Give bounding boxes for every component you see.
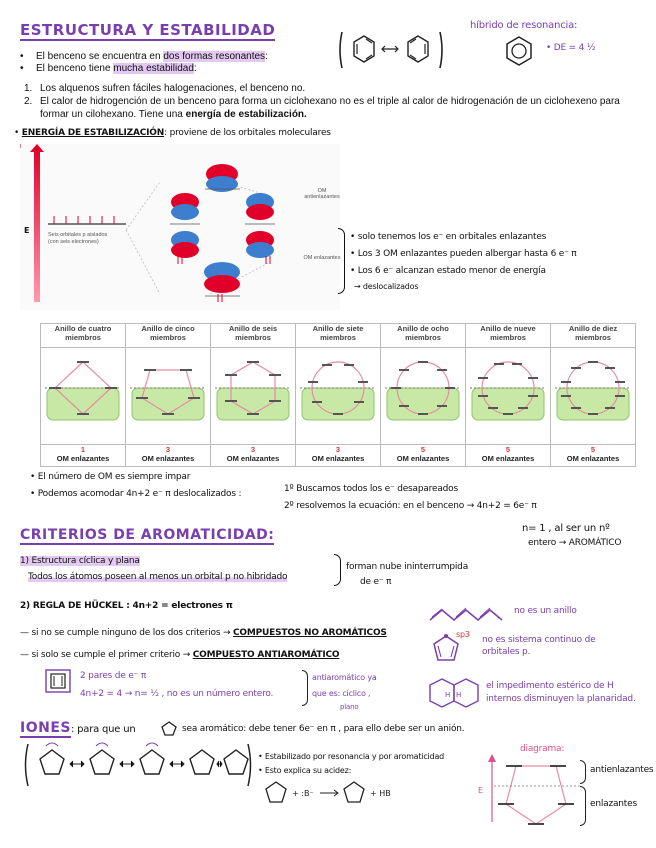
cyclobutadiene-icon	[44, 668, 72, 694]
ring-om-10: 5 OM enlazantes	[551, 445, 636, 467]
resonance-structures	[336, 28, 446, 72]
diagram-label: diagrama:	[520, 744, 565, 754]
om-step-2: 2º resolvemos la ecuación: en el benceno → 4n+2 = 6e⁻ π	[284, 501, 537, 511]
hybrid-benzene-icon	[502, 34, 536, 68]
ions-note-1: • Estabilizado por resonancia y por aromaticidad	[258, 752, 445, 761]
frost-7-icon	[296, 348, 380, 444]
om-note-odd: • El número de OM es siempre impar	[30, 472, 191, 482]
ring-header-7: Anillo de siete miembros	[296, 324, 381, 348]
criteria-1a: 1) Estructura cíclica y plana	[20, 556, 140, 566]
criteria-1-brace	[334, 554, 341, 586]
mo-notes-brace	[338, 228, 345, 294]
criteria-first: — si solo se cumple el primer criterio → COMPUESTO ANTIAROMÁTICO	[20, 650, 340, 660]
ring-header-9: Anillo de nueve miembros	[466, 324, 551, 348]
om-bonding-label: OM enlazantes	[303, 255, 341, 261]
antibonding-label: antienlazantes	[590, 765, 654, 775]
ring-cell-6	[211, 348, 296, 445]
bullet-resonance: • El benceno se encuentra en dos formas resonantes:	[14, 51, 334, 62]
ring-om-8: 5 OM enlazantes	[381, 445, 466, 467]
numbered-item-1: 1. Los alquenos sufren fáciles halogenaciones, el benceno no.	[24, 83, 306, 94]
energy-axis-label: E	[24, 226, 30, 235]
bonding-label: enlazantes	[590, 799, 637, 809]
om-aromatic: entero → AROMÁTICO	[528, 538, 622, 548]
bonding-brace	[580, 786, 586, 826]
numbered-list	[0, 82, 640, 121]
anti-box-brace	[302, 670, 308, 706]
ions-heading: IONES: para que un	[20, 720, 136, 736]
criteria-title: CRITERIOS DE AROMATICIDAD:	[20, 527, 275, 543]
criteria-huckel: 2) REGLA DE HÜCKEL : 4n+2 = electrones π	[20, 601, 233, 611]
bullet-stability: • El benceno tiene mucha estabilidad:	[14, 63, 334, 74]
intro-bullets	[14, 50, 334, 75]
frost-6-icon	[211, 348, 295, 444]
ring-cell-4	[41, 348, 126, 445]
svg-text:H: H	[456, 691, 462, 699]
ions-note-2: • Esto explica su acidez:	[258, 766, 352, 775]
ring-table	[40, 323, 636, 467]
ring-om-6: 3 OM enlazantes	[211, 445, 296, 467]
ring-om-4: 1 OM enlazantes	[41, 445, 126, 467]
anion-mo-diagram	[484, 752, 588, 834]
mo-diagram-art	[20, 144, 340, 310]
ions-text: sea aromático: debe tener 6e⁻ en π , para ello debe ser un anión.	[182, 724, 465, 734]
hybrid-label: híbrido de resonancia:	[470, 20, 578, 31]
cyclopentadienyl-small-icon	[160, 720, 178, 738]
mo-note-4: → deslocalizados	[354, 282, 419, 291]
anti-reason-c: plano	[340, 703, 359, 711]
frost-8-icon	[381, 348, 465, 444]
criteria-1b: Todos los átomos poseen al menos un orbital p no hibridado	[28, 572, 288, 582]
hexatriene-icon	[428, 604, 512, 624]
mo-note-1: • solo tenemos los e⁻ en orbitales enlazantes	[350, 232, 547, 242]
ring-cell-9	[466, 348, 551, 445]
sp3-label: sp3	[456, 630, 470, 639]
side-note-2: no es sistema continuo de orbitales p.	[482, 635, 596, 657]
ring-cell-10	[551, 348, 636, 445]
mo-note-3: • Los 6 e⁻ alcanzan estado menor de energía	[350, 266, 546, 276]
anti-reason-b: que es: cíclico ,	[312, 689, 371, 698]
om-antibonding-label: OM antienlazantes	[304, 188, 340, 200]
page-title: ESTRUCTURA Y ESTABILIDAD	[20, 21, 276, 39]
anti-box-a: 2 pares de e⁻ π	[80, 671, 147, 681]
criteria-1c: forman nube ininterrumpida	[346, 562, 469, 572]
ring-cell-7	[296, 348, 381, 445]
ring-cell-5	[126, 348, 211, 445]
ring-om-9: 5 OM enlazantes	[466, 445, 551, 467]
antibonding-brace	[580, 760, 586, 784]
six-orbitals-label: Seis orbitales p aislados (con seis electrones)	[48, 232, 108, 245]
cyclopentadiene-icon	[428, 632, 478, 664]
frost-4-icon	[41, 348, 125, 444]
ring-header-5: Anillo de cinco miembros	[126, 324, 211, 348]
numbered-item-2: 2. El calor de hidrogención de un benceno para forma un ciclohexano no es el triple al calor de hidrogenación de un ciclohexeno para formar un cilohexano. Tiene una energía de estabilización.	[24, 96, 620, 120]
ring-header-6: Anillo de seis miembros	[211, 324, 296, 348]
side-note-1: no es un anillo	[514, 606, 577, 616]
ring-header-10: Anillo de diez miembros	[551, 324, 636, 348]
side-note-3: el impedimento estérico de H internos disminuyen la planaridad.	[486, 681, 636, 704]
frost-10-icon	[551, 348, 635, 444]
acidity-reaction	[262, 778, 412, 808]
energy-heading: • ENERGÍA DE ESTABILIZACIÓN: proviene de los orbitales moleculares	[14, 128, 331, 138]
svg-text:H: H	[445, 691, 451, 699]
criteria-1d: de e⁻ π	[360, 577, 392, 587]
energy-label-ions: E	[478, 786, 483, 795]
svg-text:+ HB: + HB	[370, 789, 391, 798]
om-note-4n2: • Podemos acomodar 4n+2 e⁻ π deslocalizados :	[30, 489, 242, 499]
mo-note-2: • Los 3 OM enlazantes pueden albergar hasta 6 e⁻ π	[350, 249, 577, 259]
criteria-none: — si no se cumple ninguno de los dos criterios → COMPUESTOS NO AROMÁTICOS	[20, 628, 387, 638]
frost-9-icon	[466, 348, 550, 444]
anion-resonance	[22, 740, 254, 790]
anti-box-b: 4n+2 = 4 → n= ½ , no es un número entero.	[80, 689, 274, 699]
ring-header-4: Anillo de cuatro miembros	[41, 324, 126, 348]
ring-cell-8	[381, 348, 466, 445]
om-n-value: n= 1 , al ser un nº	[522, 523, 610, 534]
ring-header-8: Anillo de ocho miembros	[381, 324, 466, 348]
frost-5-icon	[126, 348, 210, 444]
om-step-1: 1º Buscamos todos los e⁻ desapareados	[284, 484, 458, 494]
svg-text:+ :B⁻: + :B⁻	[292, 789, 314, 798]
ring-om-7: 3 OM enlazantes	[296, 445, 381, 467]
anti-reason-a: antiaromático ya	[312, 673, 377, 682]
de-value: • DE = 4 ½	[546, 43, 596, 53]
annulene-icon	[428, 675, 482, 711]
ring-om-5: 3 OM enlazantes	[126, 445, 211, 467]
